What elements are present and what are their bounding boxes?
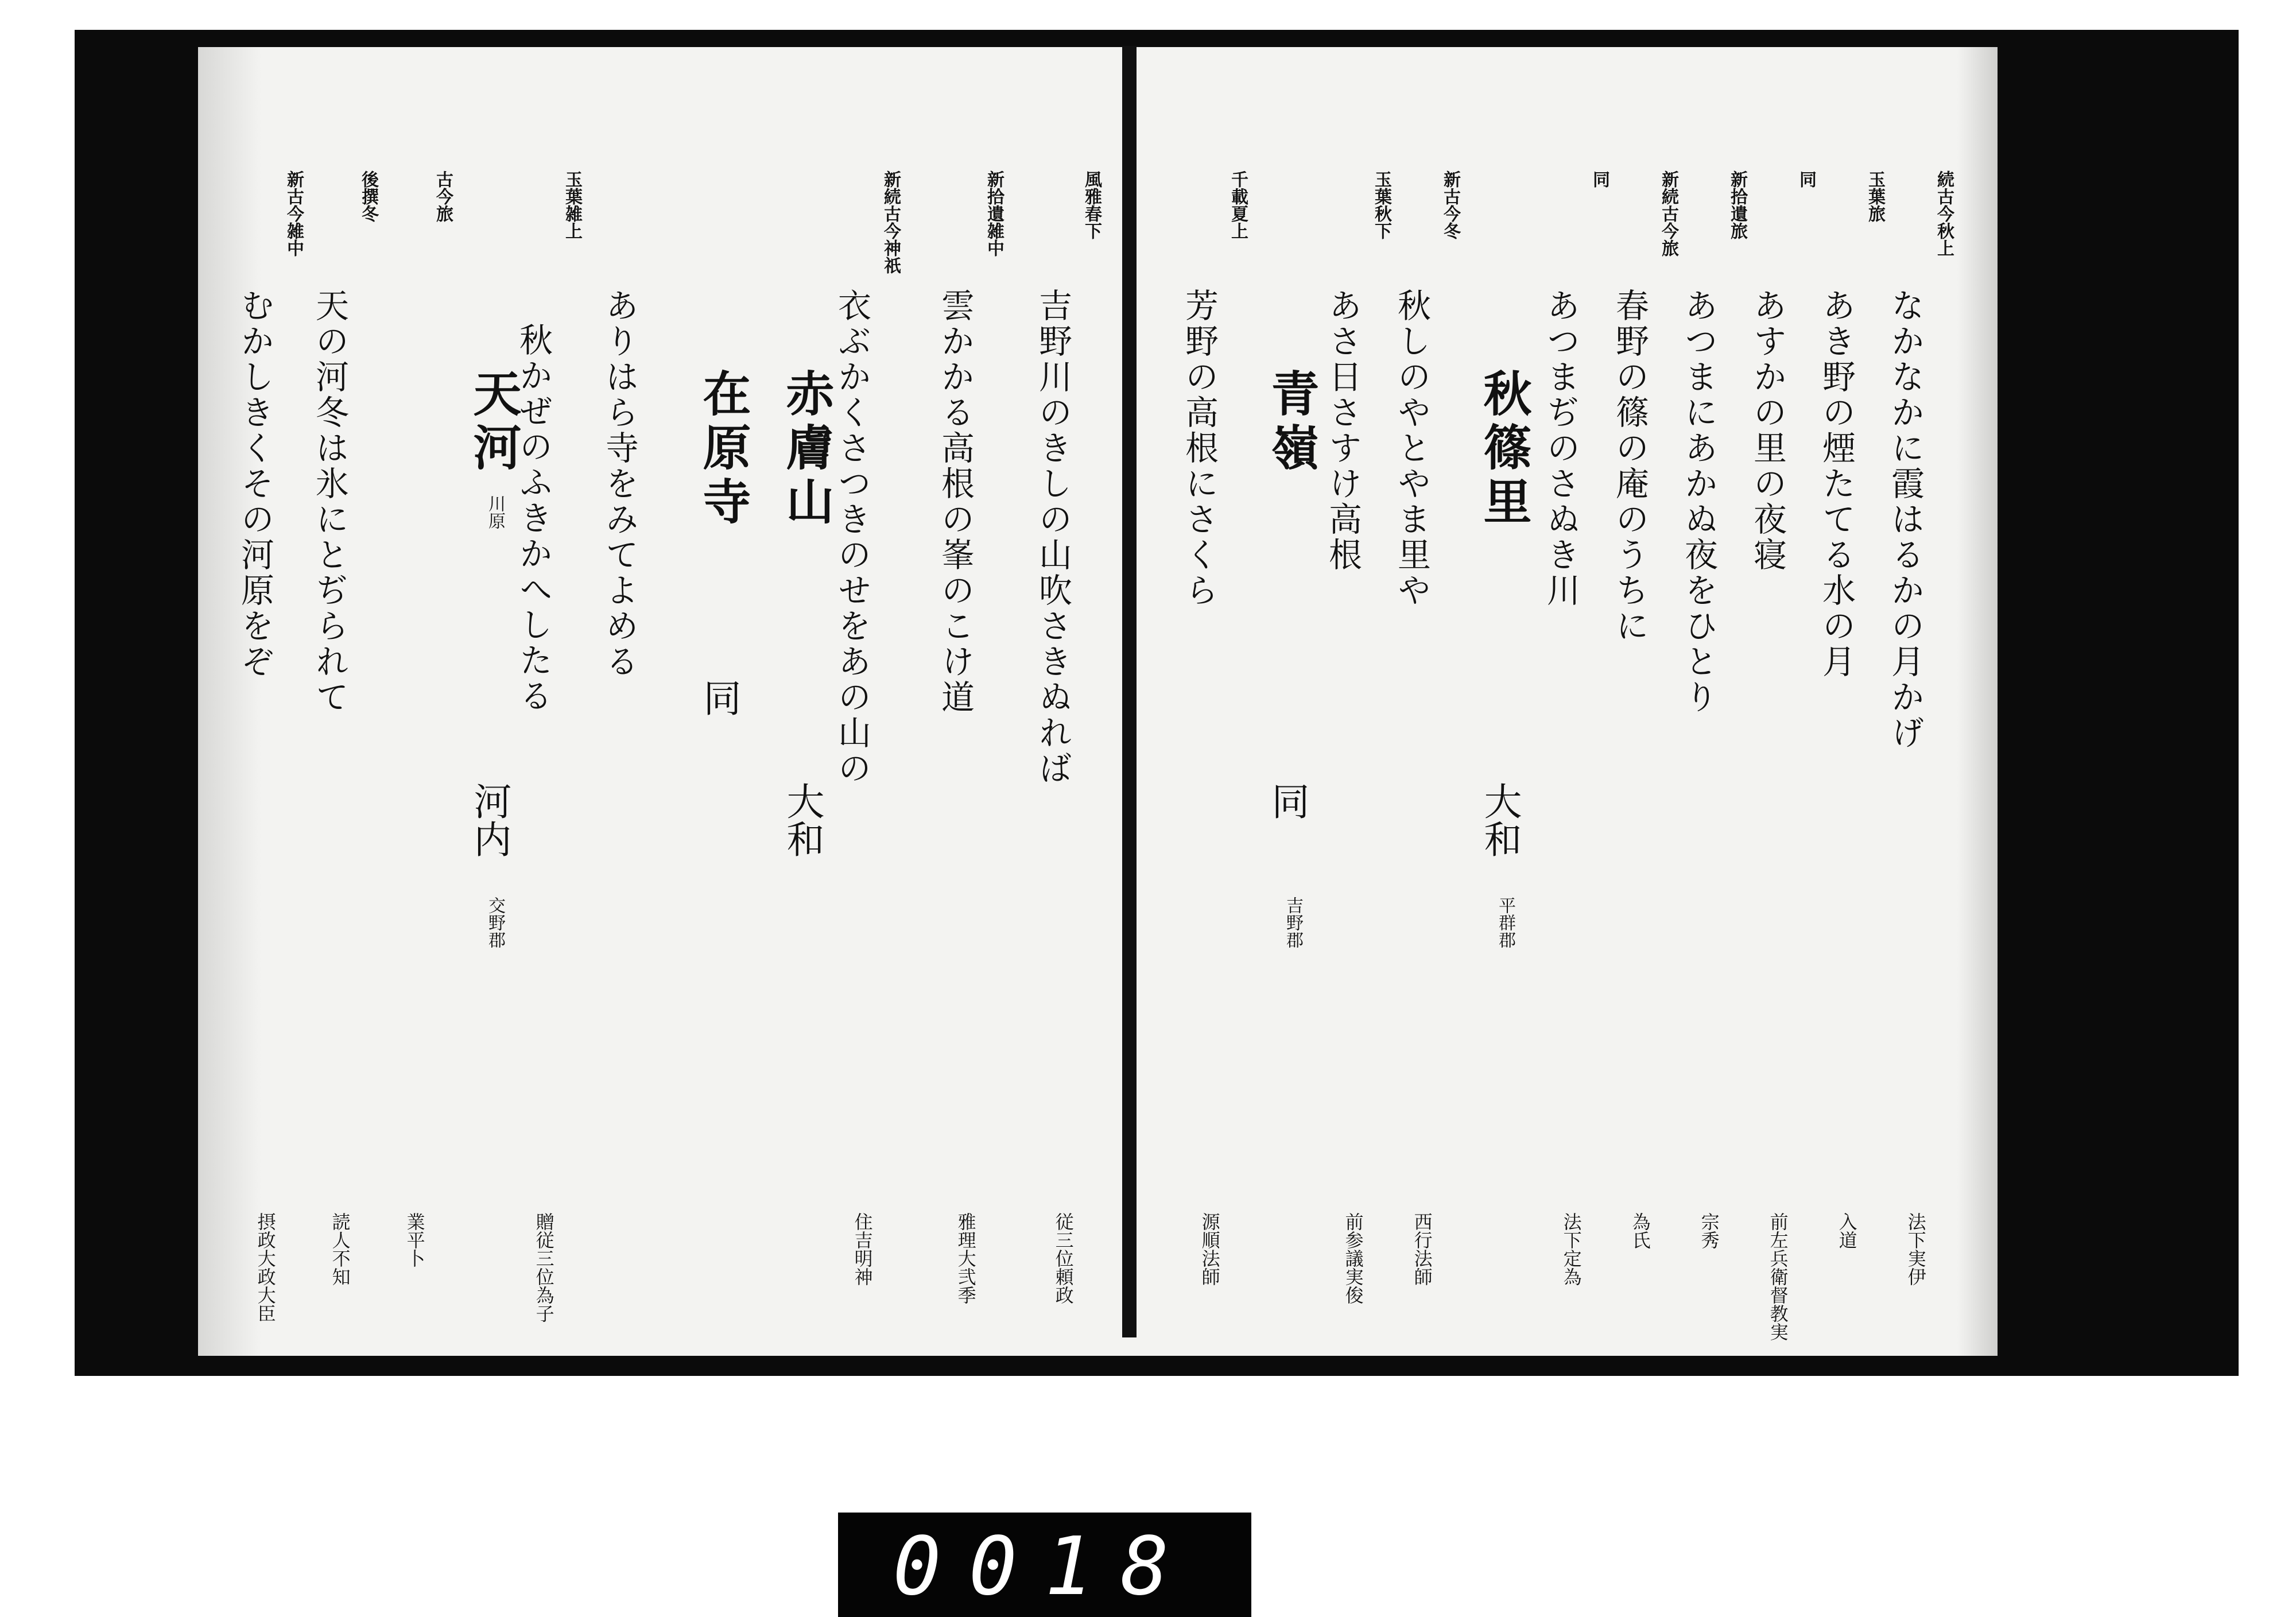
source-label: 新古今冬 bbox=[1440, 170, 1460, 239]
source-label: 新拾遺旅 bbox=[1727, 170, 1747, 239]
province-label: 同 bbox=[1265, 782, 1309, 820]
poem-column bbox=[1182, 47, 1297, 1356]
source-label: 風雅春下 bbox=[1081, 170, 1102, 239]
author-label: 法下実伊 bbox=[1905, 1212, 1927, 1286]
source-label: 千載夏上 bbox=[1228, 170, 1248, 239]
poem-column bbox=[938, 47, 1053, 1356]
poem-text: あき野の煙たてる水の月 bbox=[1817, 288, 1856, 680]
author-label: 摂政大政大臣 bbox=[254, 1212, 277, 1323]
place-heading: 在原寺 bbox=[695, 369, 752, 530]
right-page bbox=[1137, 47, 1998, 1356]
province-label: 大和 bbox=[780, 782, 824, 858]
place-heading: 赤膚山 bbox=[778, 369, 835, 530]
author-label: 住吉明神 bbox=[851, 1212, 874, 1286]
author-label: 法下定為 bbox=[1560, 1212, 1583, 1286]
source-label: 続古今秋上 bbox=[1934, 170, 1954, 257]
province-label: 大和 bbox=[1477, 782, 1522, 858]
author-label: 読人不知 bbox=[329, 1212, 351, 1286]
area-label: 川原 bbox=[485, 495, 505, 529]
district-label: 交野郡 bbox=[485, 897, 505, 948]
poem-text: あすかの里の夜寝 bbox=[1748, 288, 1787, 573]
source-label: 玉葉雑上 bbox=[562, 170, 582, 239]
poem-column bbox=[235, 47, 353, 1356]
author-label: 贈従三位為子 bbox=[533, 1212, 555, 1323]
book-gutter bbox=[1122, 46, 1138, 1337]
author-label: 業平卜 bbox=[404, 1212, 426, 1267]
author-label: 前参議実俊 bbox=[1342, 1212, 1364, 1304]
province-label: 河内 bbox=[467, 782, 511, 858]
source-label: 新続古今旅 bbox=[1658, 170, 1678, 257]
author-label: 前左兵衛督教実 bbox=[1767, 1212, 1789, 1341]
source-label: 新古今雑中 bbox=[284, 170, 304, 257]
place-heading: 秋篠里 bbox=[1476, 369, 1533, 530]
poem-text: 秋しのやとやま里や bbox=[1392, 288, 1431, 608]
author-label: 宗秀 bbox=[1698, 1212, 1720, 1249]
poem-text: 秋かぜのふきかへしたる bbox=[514, 323, 553, 714]
province-label: 同 bbox=[697, 678, 741, 716]
author-label: 西行法師 bbox=[1411, 1212, 1433, 1286]
source-label: 同 bbox=[1589, 170, 1609, 188]
district-label: 平群郡 bbox=[1495, 897, 1515, 948]
poem-text: ありはら寺をみてよめる bbox=[600, 288, 639, 680]
source-label: 玉葉旅 bbox=[1865, 170, 1885, 222]
author-label: 従三位頼政 bbox=[1052, 1212, 1075, 1304]
source-label: 玉葉秋下 bbox=[1371, 170, 1391, 239]
poem-text: 吉野川のきしの山吹さきぬれば bbox=[1033, 288, 1072, 786]
place-heading: 天河 bbox=[466, 369, 522, 476]
poem-text: 衣ぶかくさつきのせをあの山の bbox=[832, 288, 871, 786]
source-label: 後撰冬 bbox=[358, 170, 378, 222]
left-page bbox=[198, 47, 1203, 1356]
poem-text: むかしきくその河原をぞ bbox=[235, 288, 274, 680]
author-label: 雅理大弐季 bbox=[955, 1212, 977, 1304]
place-heading: 青嶺 bbox=[1263, 369, 1320, 476]
poem-text: あつまにあかぬ夜をひとり bbox=[1679, 288, 1718, 715]
author-label: 源順法師 bbox=[1199, 1212, 1221, 1286]
source-label: 同 bbox=[1796, 170, 1816, 188]
poem-text: 雲かかる高根の峯のこけ道 bbox=[936, 288, 975, 715]
author-label: 入道 bbox=[1836, 1212, 1858, 1249]
author-label: 為氏 bbox=[1629, 1212, 1651, 1249]
poem-text: 春野の篠の庵のうちに bbox=[1610, 288, 1649, 644]
source-label: 新続古今神祇 bbox=[881, 170, 901, 274]
district-label: 吉野郡 bbox=[1283, 897, 1303, 948]
source-label: 新拾遺雑中 bbox=[984, 170, 1004, 257]
source-label: 古今旅 bbox=[433, 170, 453, 222]
poem-text: なかなかに霞はるかの月かげ bbox=[1886, 288, 1925, 751]
frame-number: 0018 bbox=[893, 1520, 1197, 1614]
poem-text: あさ日さすけ高根 bbox=[1323, 288, 1362, 573]
poem-text: 天の河冬は氷にとぢられて bbox=[310, 288, 349, 715]
poem-text: あつまぢのさぬき川 bbox=[1541, 288, 1580, 608]
poem-text: 芳野の高根にさくら bbox=[1180, 288, 1219, 608]
